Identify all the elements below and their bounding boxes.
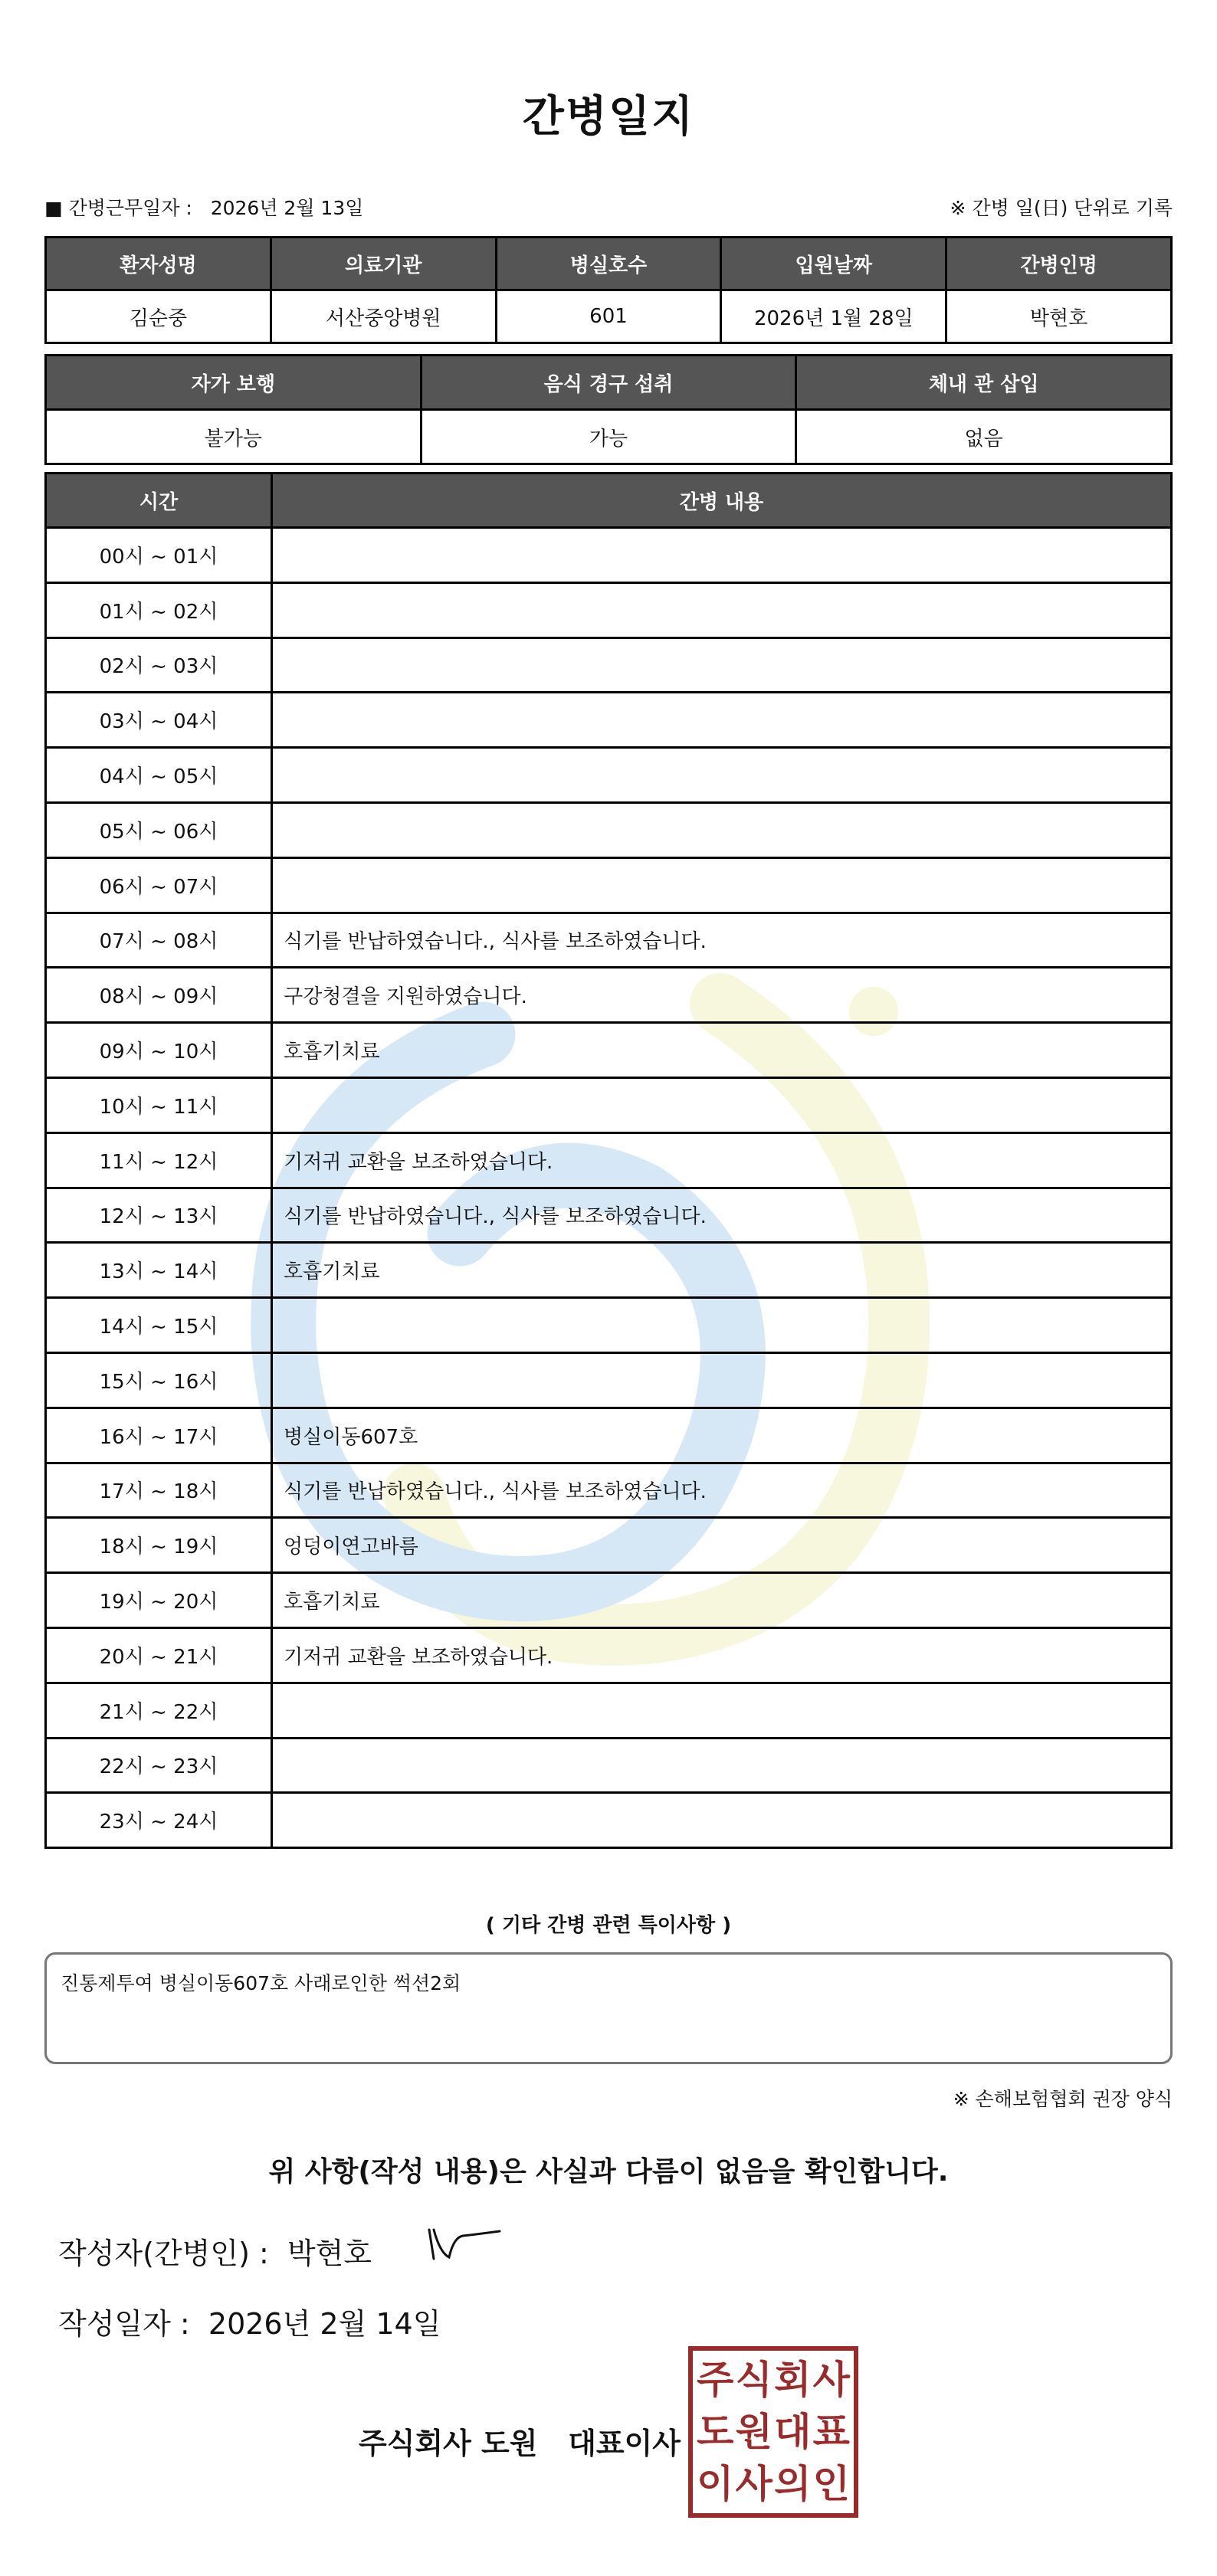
patient-info-table	[44, 236, 1173, 344]
table-row	[46, 1738, 1172, 1793]
room-number: 601	[496, 290, 721, 343]
time-slot: 21시 ~ 22시	[46, 1683, 272, 1738]
table-header-row	[46, 474, 1172, 528]
header-admission-date: 입원날짜	[721, 238, 946, 290]
care-content: 기저귀 교환을 보조하였습니다.	[272, 1627, 1172, 1683]
table-row	[46, 1023, 1172, 1078]
care-content	[272, 802, 1172, 857]
writer-line	[58, 2230, 372, 2272]
table-row	[46, 1188, 1172, 1243]
care-log-table	[44, 472, 1173, 1849]
time-slot: 05시 ~ 06시	[46, 802, 272, 857]
header-tube: 체내 관 삽입	[796, 356, 1172, 410]
header-oral-intake: 음식 경구 섭취	[421, 356, 796, 410]
care-content	[272, 748, 1172, 803]
table-row	[46, 748, 1172, 803]
seal-char: 대	[774, 2410, 812, 2454]
care-content	[272, 1352, 1172, 1408]
admission-date: 2026년 1월 28일	[721, 290, 946, 343]
writer-name: 박현호	[287, 2237, 372, 2270]
walking-status: 불가능	[46, 410, 422, 464]
time-slot: 01시 ~ 02시	[46, 582, 272, 637]
seal-char: 도	[697, 2410, 734, 2454]
care-content: 호흡기치료	[272, 1023, 1172, 1078]
care-log-body	[46, 528, 1172, 1848]
company-title: 대표이사	[568, 2427, 681, 2460]
table-row	[46, 1132, 1172, 1188]
care-content	[272, 857, 1172, 913]
time-slot: 04시 ~ 05시	[46, 748, 272, 803]
written-date-line	[58, 2300, 441, 2342]
care-content	[272, 1793, 1172, 1848]
care-content: 구강청결을 지원하였습니다.	[272, 968, 1172, 1023]
seal-char: 의	[774, 2462, 812, 2506]
table-row	[46, 528, 1172, 583]
table-row	[46, 802, 1172, 857]
header-hospital: 의료기관	[271, 238, 496, 290]
care-content	[272, 693, 1172, 748]
page-title: 간병일지	[522, 92, 695, 142]
care-content: 호흡기치료	[272, 1573, 1172, 1628]
seal-char: 사	[735, 2462, 773, 2506]
time-slot: 11시 ~ 12시	[46, 1132, 272, 1188]
company-line	[359, 2420, 681, 2462]
time-slot: 08시 ~ 09시	[46, 968, 272, 1023]
written-date-value: 2026년 2월 14일	[208, 2307, 441, 2341]
time-slot: 14시 ~ 15시	[46, 1298, 272, 1353]
table-row	[46, 1243, 1172, 1298]
table-row	[46, 857, 1172, 913]
care-content	[272, 637, 1172, 693]
table-row	[46, 1793, 1172, 1848]
time-slot: 00시 ~ 01시	[46, 528, 272, 583]
oral-intake-status: 가능	[421, 410, 796, 464]
time-slot: 16시 ~ 17시	[46, 1408, 272, 1463]
patient-name: 김순중	[46, 290, 271, 343]
time-slot: 20시 ~ 21시	[46, 1627, 272, 1683]
time-slot: 12시 ~ 13시	[46, 1188, 272, 1243]
time-slot: 10시 ~ 11시	[46, 1077, 272, 1132]
seal-char: 사	[812, 2358, 850, 2402]
table-header-row	[46, 238, 1172, 290]
work-date	[44, 193, 363, 221]
seal-char: 인	[812, 2462, 850, 2506]
work-date-value: 2026년 2월 13일	[210, 197, 364, 219]
written-date-label: 작성일자 :	[58, 2307, 190, 2341]
care-content	[272, 1298, 1172, 1353]
care-content: 식기를 반납하였습니다., 식사를 보조하였습니다.	[272, 1463, 1172, 1518]
table-row	[46, 1352, 1172, 1408]
table-row	[46, 1463, 1172, 1518]
notes-box	[44, 1952, 1173, 2064]
hospital-name: 서산중앙병원	[271, 290, 496, 343]
seal-char: 표	[812, 2410, 850, 2454]
patient-status-table	[44, 354, 1173, 465]
care-content	[272, 582, 1172, 637]
time-slot: 15시 ~ 16시	[46, 1352, 272, 1408]
table-row	[46, 913, 1172, 968]
table-row	[46, 1573, 1172, 1628]
table-row	[46, 410, 1172, 464]
header-patient-name: 환자성명	[46, 238, 271, 290]
table-row	[46, 1683, 1172, 1738]
record-note: ※ 간병 일(日) 단위로 기록	[950, 197, 1173, 219]
writer-label: 작성자(간병인) :	[58, 2237, 269, 2270]
seal-char: 이	[697, 2462, 734, 2506]
header-caregiver: 간병인명	[946, 238, 1172, 290]
care-content: 엉덩이연고바름	[272, 1518, 1172, 1573]
time-slot: 17시 ~ 18시	[46, 1463, 272, 1518]
care-content	[272, 1738, 1172, 1793]
company-name: 주식회사 도원	[359, 2427, 538, 2460]
work-date-label: ■ 간병근무일자 :	[44, 197, 192, 219]
care-content: 기저귀 교환을 보조하였습니다.	[272, 1132, 1172, 1188]
table-row	[46, 637, 1172, 693]
care-content: 호흡기치료	[272, 1243, 1172, 1298]
time-slot: 06시 ~ 07시	[46, 857, 272, 913]
recommend-note: ※ 손해보험협회 권장 양식	[953, 2088, 1173, 2110]
table-row	[46, 1077, 1172, 1132]
notes-text: 진통제투여 병실이동607호 사래로인한 썩션2회	[61, 1972, 461, 1994]
company-seal-stamp	[688, 2346, 858, 2518]
time-slot: 07시 ~ 08시	[46, 913, 272, 968]
time-slot: 03시 ~ 04시	[46, 693, 272, 748]
time-slot: 23시 ~ 24시	[46, 1793, 272, 1848]
tube-status: 없음	[796, 410, 1172, 464]
care-content	[272, 528, 1172, 583]
seal-char: 원	[735, 2410, 773, 2454]
table-row	[46, 1408, 1172, 1463]
time-slot: 18시 ~ 19시	[46, 1518, 272, 1573]
table-row	[46, 582, 1172, 637]
care-content	[272, 1077, 1172, 1132]
meta-row	[44, 193, 1173, 224]
care-content: 병실이동607호	[272, 1408, 1172, 1463]
care-content: 식기를 반납하였습니다., 식사를 보조하였습니다.	[272, 913, 1172, 968]
time-slot: 09시 ~ 10시	[46, 1023, 272, 1078]
seal-char: 식	[735, 2358, 773, 2402]
time-slot: 13시 ~ 14시	[46, 1243, 272, 1298]
notes-title: ( 기타 간병 관련 특이사항 )	[485, 1914, 732, 1937]
care-content: 식기를 반납하였습니다., 식사를 보조하였습니다.	[272, 1188, 1172, 1243]
header-care-content: 간병 내용	[272, 474, 1172, 528]
care-content	[272, 1683, 1172, 1738]
time-slot: 19시 ~ 20시	[46, 1573, 272, 1628]
header-time: 시간	[46, 474, 272, 528]
header-room: 병실호수	[496, 238, 721, 290]
caregiver-name: 박현호	[946, 290, 1172, 343]
table-row	[46, 1627, 1172, 1683]
seal-char: 회	[774, 2358, 812, 2402]
table-row	[46, 693, 1172, 748]
header-walking: 자가 보행	[46, 356, 422, 410]
table-row	[46, 968, 1172, 1023]
table-header-row	[46, 356, 1172, 410]
table-row	[46, 1298, 1172, 1353]
table-row	[46, 290, 1172, 343]
table-row	[46, 1518, 1172, 1573]
time-slot: 22시 ~ 23시	[46, 1738, 272, 1793]
signature-icon	[423, 2222, 507, 2268]
confirmation-statement: 위 사항(작성 내용)은 사실과 다름이 없음을 확인합니다.	[268, 2156, 949, 2188]
seal-char: 주	[697, 2358, 734, 2402]
time-slot: 02시 ~ 03시	[46, 637, 272, 693]
